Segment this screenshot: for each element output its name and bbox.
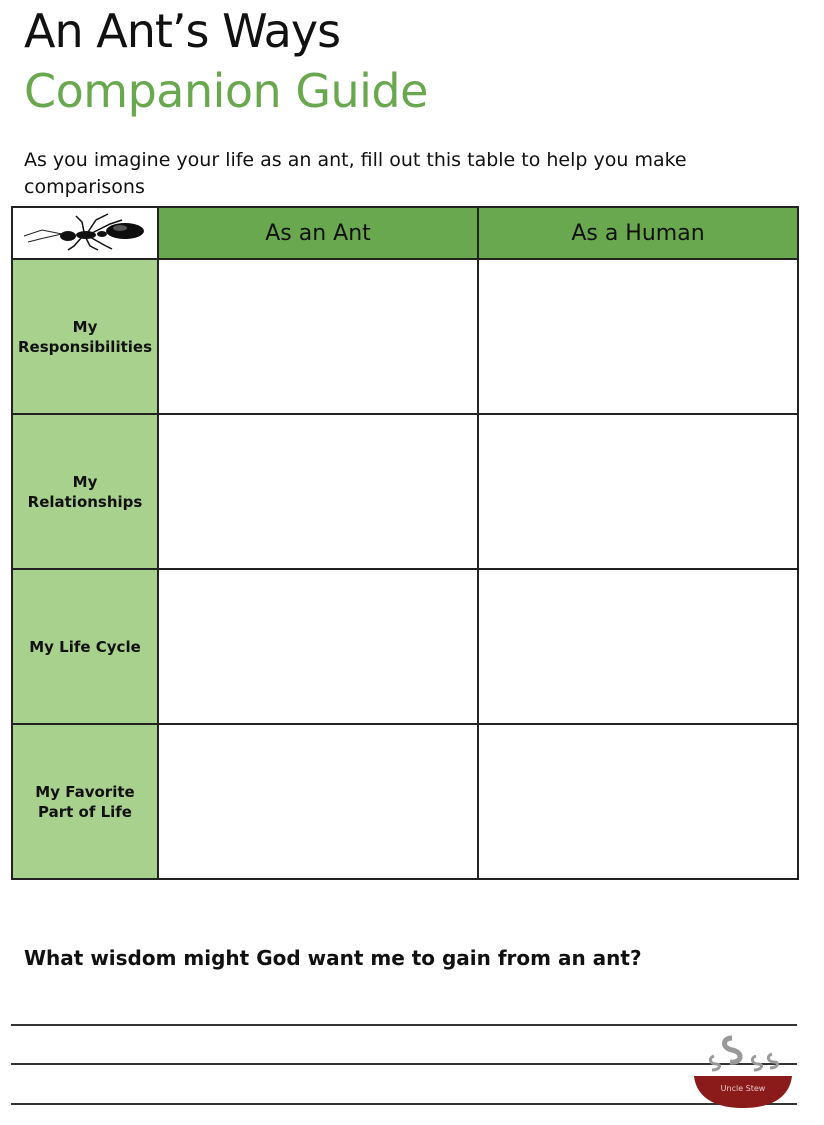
comparison-table xyxy=(11,206,799,880)
row-label-line: Responsibilities xyxy=(17,337,153,356)
column-header-human: As a Human xyxy=(478,207,798,259)
table-row xyxy=(12,724,798,879)
row-label-relationships xyxy=(12,414,158,569)
row-label-responsibilities xyxy=(12,259,158,414)
row-label-line: My Life Cycle xyxy=(29,637,141,656)
page-subtitle: Companion Guide xyxy=(24,64,428,118)
column-header-ant: As an Ant xyxy=(158,207,478,259)
answer-line-1[interactable] xyxy=(11,1024,797,1026)
row-label-line: My Favorite xyxy=(35,782,135,801)
answer-cell-ant-life-cycle[interactable] xyxy=(158,569,478,724)
answer-cell-ant-favorite-part[interactable] xyxy=(158,724,478,879)
soup-bowl-logo xyxy=(692,1030,796,1112)
row-label-line: Part of Life xyxy=(38,802,132,821)
row-label-life-cycle xyxy=(12,569,158,724)
row-label-favorite-part xyxy=(12,724,158,879)
answer-cell-ant-relationships[interactable] xyxy=(158,414,478,569)
reflection-question: What wisdom might God want me to gain from an ant? xyxy=(24,946,642,970)
table-row xyxy=(12,414,798,569)
answer-cell-human-life-cycle[interactable] xyxy=(478,569,798,724)
row-label-line: Relationships xyxy=(27,492,143,511)
answer-line-2[interactable] xyxy=(11,1063,797,1065)
answer-line-3[interactable] xyxy=(11,1103,797,1105)
intro-line-1: As you imagine your life as an ant, fill out this table to help you make comparisons xyxy=(24,149,687,198)
row-label-line: My xyxy=(72,472,98,491)
answer-cell-human-relationships[interactable] xyxy=(478,414,798,569)
table-row xyxy=(12,569,798,724)
ant-icon xyxy=(22,212,148,252)
page-title: An Ant’s Ways xyxy=(24,4,341,58)
logo-text: Uncle Stew xyxy=(720,1084,766,1093)
answer-cell-human-responsibilities[interactable] xyxy=(478,259,798,414)
table-row xyxy=(12,259,798,414)
answer-cell-ant-responsibilities[interactable] xyxy=(158,259,478,414)
answer-cell-human-favorite-part[interactable] xyxy=(478,724,798,879)
row-label-line: My xyxy=(72,317,98,336)
